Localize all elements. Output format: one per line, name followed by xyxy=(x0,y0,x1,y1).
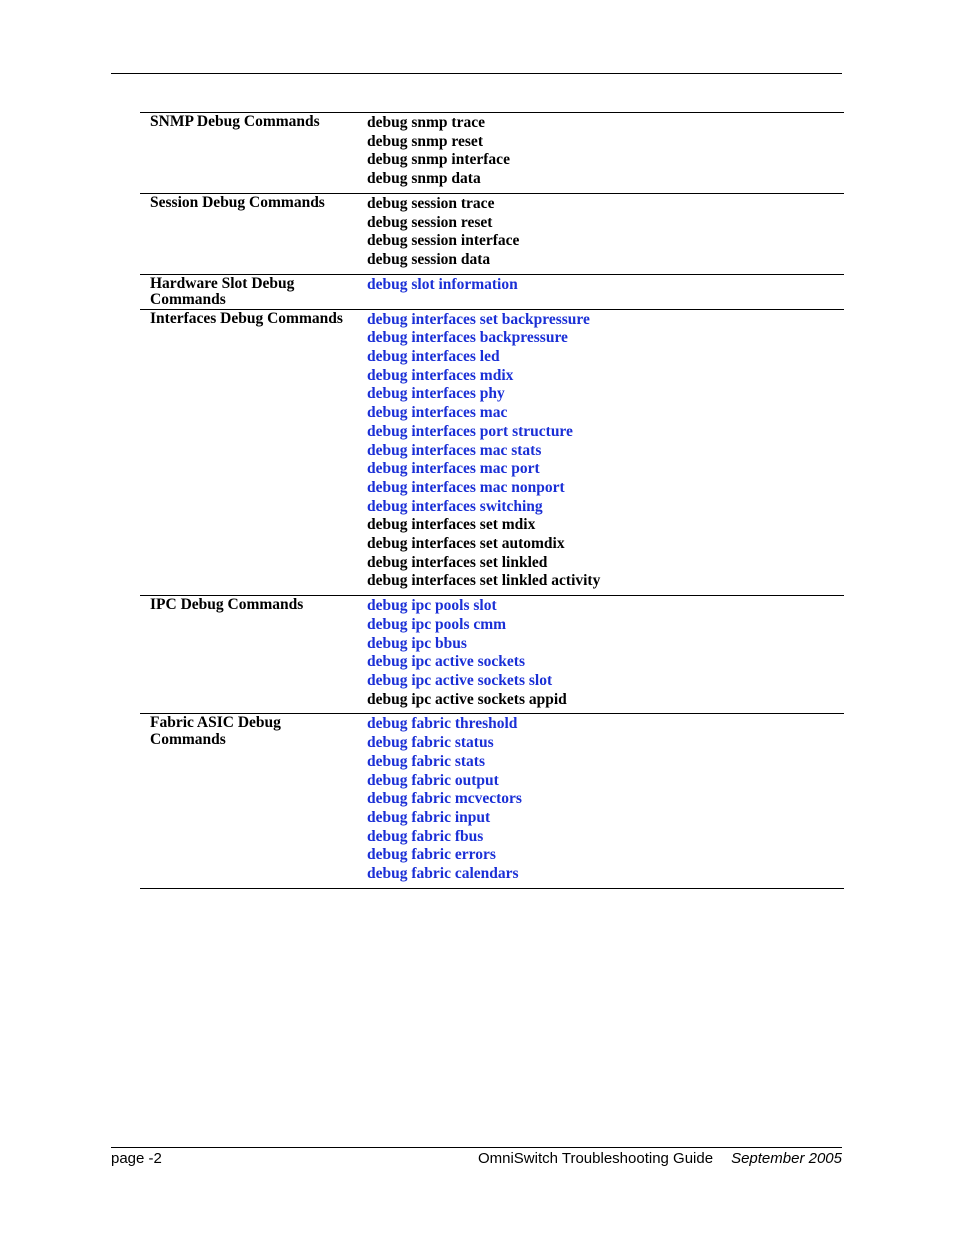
command-list xyxy=(367,715,844,887)
command-link[interactable]: debug ipc pools slot xyxy=(367,597,497,615)
command-text: debug interfaces set mdix xyxy=(367,516,536,534)
section-title xyxy=(140,311,367,596)
command-link[interactable]: debug fabric mcvectors xyxy=(367,790,522,808)
command-link[interactable]: debug interfaces mac xyxy=(367,404,508,422)
command-list xyxy=(367,597,844,713)
command-list xyxy=(367,276,844,309)
section-title xyxy=(140,195,367,274)
command-section xyxy=(140,714,844,888)
command-text: debug snmp trace xyxy=(367,114,485,131)
command-text: debug interfaces set linkled activity xyxy=(367,572,601,590)
command-link[interactable]: debug interfaces port structure xyxy=(367,422,573,440)
section-title-line: Hardware Slot Debug xyxy=(150,274,295,292)
section-title xyxy=(140,114,367,193)
command-link[interactable]: debug slot information xyxy=(367,275,518,293)
command-link[interactable]: debug interfaces set backpressure xyxy=(367,310,590,328)
command-link[interactable]: debug ipc pools cmm xyxy=(367,615,507,633)
command-link[interactable]: debug interfaces phy xyxy=(367,385,505,403)
section-title-line: Interfaces Debug Commands xyxy=(150,309,343,327)
page-number: page -2 xyxy=(111,1150,162,1167)
command-link[interactable]: debug ipc active sockets slot xyxy=(367,671,553,689)
command-link[interactable]: debug interfaces mdix xyxy=(367,366,514,384)
command-link[interactable]: debug fabric calendars xyxy=(367,865,519,883)
command-section xyxy=(140,275,844,310)
command-link[interactable]: debug interfaces backpressure xyxy=(367,329,568,347)
command-link[interactable]: debug fabric errors xyxy=(367,846,496,864)
command-text: debug snmp interface xyxy=(367,151,510,169)
command-list xyxy=(367,195,844,274)
page-footer xyxy=(111,1150,842,1170)
command-text: debug snmp data xyxy=(367,170,481,188)
command-link[interactable]: debug interfaces led xyxy=(367,348,500,366)
command-text: debug session reset xyxy=(367,213,493,231)
section-title-line: IPC Debug Commands xyxy=(150,596,304,614)
section-title-line: Commands xyxy=(150,291,226,309)
command-link[interactable]: debug interfaces mac nonport xyxy=(367,478,565,496)
command-link[interactable]: debug ipc active sockets xyxy=(367,653,526,671)
section-title-line: Session Debug Commands xyxy=(150,193,325,211)
command-text: debug snmp reset xyxy=(367,132,483,150)
command-list xyxy=(367,311,844,596)
command-link[interactable]: debug interfaces mac stats xyxy=(367,441,542,459)
command-link[interactable]: debug ipc bbus xyxy=(367,634,467,652)
command-text: debug interfaces set automdix xyxy=(367,535,565,553)
command-section xyxy=(140,310,844,597)
command-link[interactable]: debug fabric output xyxy=(367,771,499,789)
command-text: debug session data xyxy=(367,250,491,268)
command-link[interactable]: debug fabric status xyxy=(367,734,494,752)
command-text: debug session interface xyxy=(367,232,520,250)
section-title xyxy=(140,597,367,713)
section-title-line: SNMP Debug Commands xyxy=(150,113,320,130)
section-title xyxy=(140,715,367,887)
command-link[interactable]: debug fabric stats xyxy=(367,752,485,770)
section-title-line: Fabric ASIC Debug xyxy=(150,714,281,732)
section-title xyxy=(140,276,367,309)
section-title-line: Commands xyxy=(150,730,226,748)
command-list xyxy=(367,114,844,193)
command-link[interactable]: debug fabric fbus xyxy=(367,827,484,845)
command-text: debug ipc active sockets appid xyxy=(367,690,567,708)
command-section xyxy=(140,194,844,275)
footer-right xyxy=(478,1150,842,1167)
command-section xyxy=(140,113,844,194)
command-text: debug session trace xyxy=(367,194,495,212)
command-section xyxy=(140,596,844,714)
debug-commands-table xyxy=(140,112,844,889)
footer-rule xyxy=(111,1147,842,1148)
command-text: debug interfaces set linkled xyxy=(367,553,548,571)
publication-date: September 2005 xyxy=(731,1150,842,1167)
command-link[interactable]: debug interfaces switching xyxy=(367,497,543,515)
guide-title: OmniSwitch Troubleshooting Guide xyxy=(477,1150,714,1167)
command-link[interactable]: debug fabric input xyxy=(367,808,491,826)
command-link[interactable]: debug fabric threshold xyxy=(367,715,518,733)
header-rule xyxy=(111,73,842,74)
command-link[interactable]: debug interfaces mac port xyxy=(367,460,540,478)
